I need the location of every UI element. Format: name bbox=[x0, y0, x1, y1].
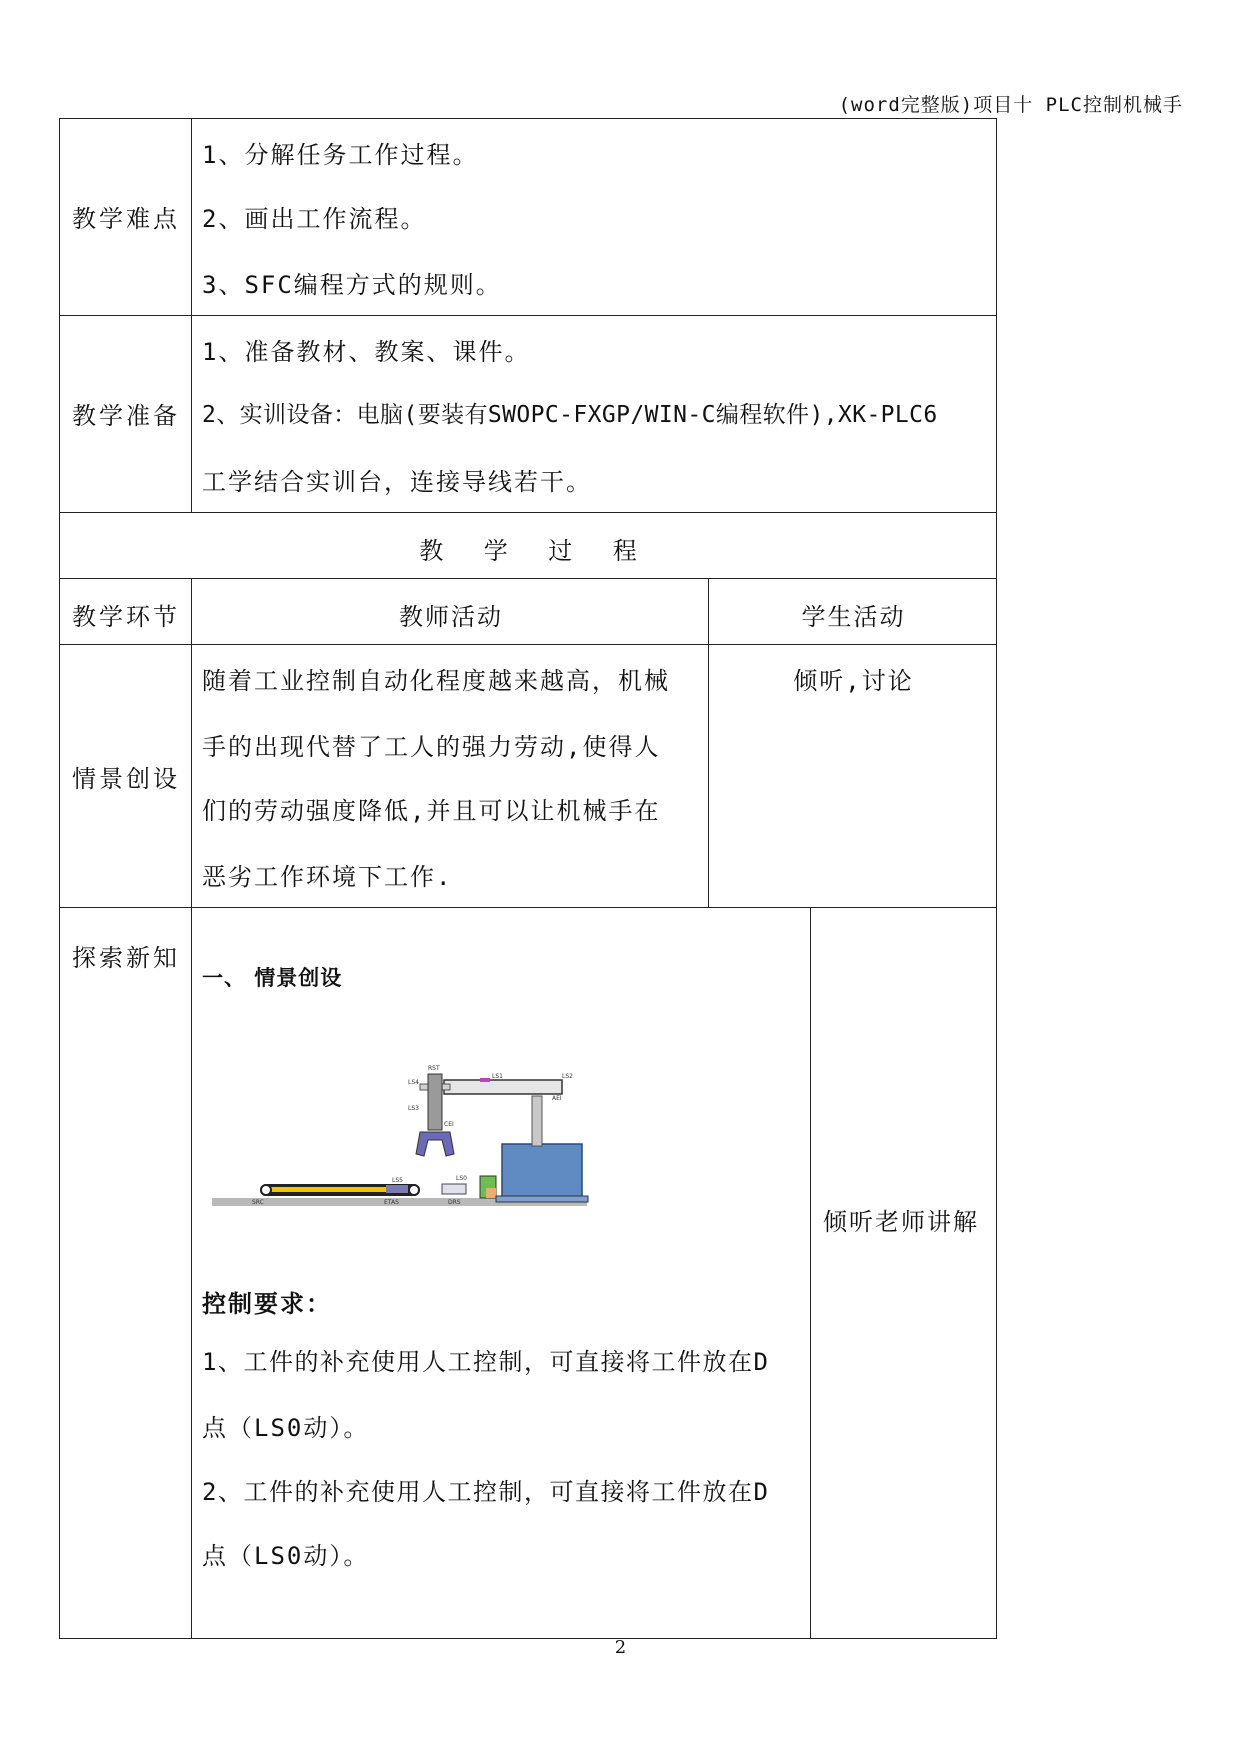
explore-section-title: 一、 情景创设 bbox=[202, 966, 343, 990]
lesson-plan-table bbox=[59, 118, 997, 1639]
diagram-label: LS0 bbox=[456, 1175, 467, 1182]
diagram-label: LS2 bbox=[562, 1073, 573, 1080]
conveyor-roller bbox=[409, 1185, 419, 1195]
scenario-student-cell bbox=[708, 644, 997, 908]
scenario-teacher-cell bbox=[191, 644, 709, 908]
hand-pointer bbox=[486, 1188, 496, 1198]
preparation-line: 工学结合实训台，连接导线若干。 bbox=[202, 468, 592, 496]
diagram-label: SRC bbox=[252, 1199, 264, 1206]
control-requirements-title: 控制要求： bbox=[202, 1290, 332, 1318]
conveyor-roller bbox=[261, 1185, 271, 1195]
preparation-label: 教学准备 bbox=[72, 402, 180, 430]
diagram-label: LS5 bbox=[392, 1177, 403, 1184]
horizontal-arm bbox=[444, 1080, 562, 1094]
process-title: 教 学 过 程 bbox=[419, 537, 639, 565]
scenario-line: 手的出现代替了工人的强力劳动,使得人 bbox=[202, 733, 661, 761]
scenario-label-cell bbox=[59, 644, 192, 908]
difficulty-content-cell bbox=[191, 118, 997, 316]
requirement-line: 2、工件的补充使用人工控制，可直接将工件放在D bbox=[202, 1478, 770, 1506]
robot-arm-diagram bbox=[212, 1056, 612, 1236]
diagram-label: AEI bbox=[552, 1095, 562, 1102]
page-header: (word完整版)项目十 PLC控制机械手 bbox=[838, 94, 1183, 116]
teacher-header: 教师活动 bbox=[399, 603, 503, 631]
diagram-label: LS1 bbox=[492, 1073, 503, 1080]
teacher-header-cell bbox=[191, 578, 709, 645]
scenario-line: 随着工业控制自动化程度越来越高，机械 bbox=[202, 667, 670, 695]
preparation-line: 1、准备教材、教案、课件。 bbox=[202, 338, 531, 366]
preparation-line: 2、实训设备：电脑(要装有SWOPC-FXGP/WIN-C编程软件),XK-PLC6 bbox=[202, 402, 938, 428]
preparation-content-cell bbox=[191, 315, 997, 513]
difficulty-label-cell bbox=[59, 118, 192, 316]
diagram-label: LS4 bbox=[408, 1079, 419, 1086]
gripper-rod bbox=[428, 1074, 442, 1130]
arm-column bbox=[532, 1096, 542, 1146]
diagram-label: RST bbox=[428, 1065, 440, 1072]
scenario-label: 情景创设 bbox=[72, 765, 180, 793]
requirement-line: 点（LS0动）。 bbox=[202, 1414, 370, 1442]
conveyor-workpiece bbox=[386, 1185, 408, 1193]
arm-base bbox=[502, 1144, 582, 1200]
arm-base-plate bbox=[496, 1196, 588, 1202]
difficulty-item: 2、画出工作流程。 bbox=[202, 205, 427, 233]
explore-student-cell bbox=[810, 907, 997, 1639]
student-header-cell bbox=[708, 578, 997, 645]
stage-header: 教学环节 bbox=[72, 603, 180, 631]
diagram-label: LS3 bbox=[408, 1105, 419, 1112]
process-title-cell bbox=[59, 512, 997, 579]
diagram-label: DRS bbox=[448, 1199, 461, 1206]
scenario-line: 恶劣工作环境下工作. bbox=[202, 863, 453, 891]
requirement-line: 点（LS0动）。 bbox=[202, 1542, 370, 1570]
diagram-label: CEI bbox=[444, 1121, 454, 1128]
explore-label-cell bbox=[59, 907, 192, 1639]
explore-student: 倾听老师讲解 bbox=[823, 1208, 979, 1236]
requirement-line: 1、工件的补充使用人工控制，可直接将工件放在D bbox=[202, 1348, 770, 1376]
scenario-student: 倾听,讨论 bbox=[793, 667, 914, 695]
page-number: 2 bbox=[614, 1637, 627, 1658]
difficulty-item: 1、分解任务工作过程。 bbox=[202, 141, 479, 169]
scenario-line: 们的劳动强度降低,并且可以让机械手在 bbox=[202, 797, 661, 825]
stage-header-cell bbox=[59, 578, 192, 645]
difficulty-label: 教学难点 bbox=[72, 205, 180, 233]
explore-label: 探索新知 bbox=[72, 944, 180, 972]
ls1-indicator bbox=[480, 1078, 490, 1082]
preparation-label-cell bbox=[59, 315, 192, 513]
difficulty-item: 3、SFC编程方式的规则。 bbox=[202, 271, 502, 299]
workpiece-d bbox=[442, 1184, 466, 1194]
explore-teacher-cell bbox=[191, 907, 811, 1639]
conveyor-strip bbox=[268, 1187, 386, 1192]
student-header: 学生活动 bbox=[801, 603, 906, 631]
diagram-label: ETAS bbox=[384, 1199, 399, 1206]
gripper-claw bbox=[416, 1132, 454, 1156]
